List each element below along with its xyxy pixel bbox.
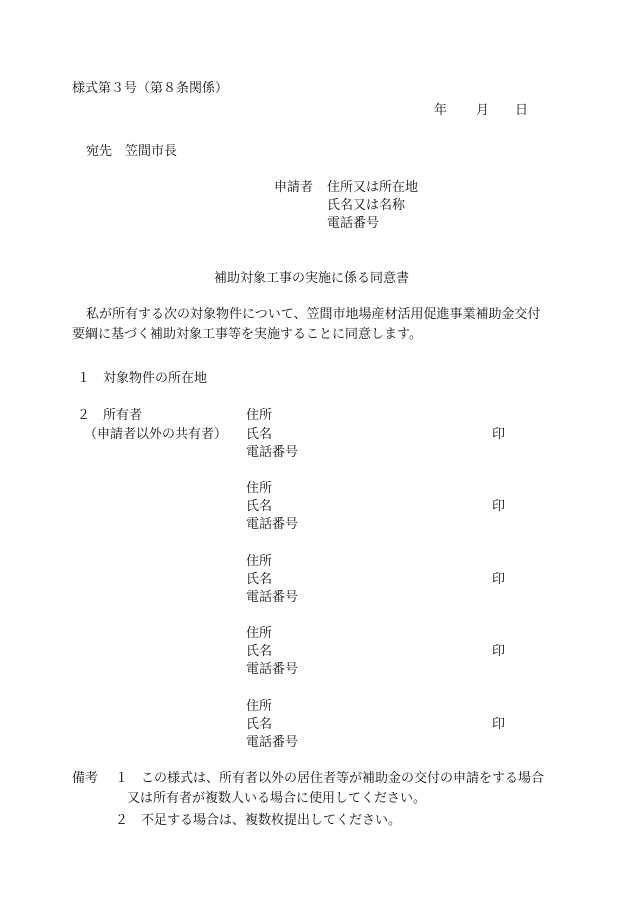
seal-mark: 印 bbox=[492, 644, 506, 659]
body-text-line-2: 要綱に基づく補助対象工事等を実施することに同意します。 bbox=[72, 327, 422, 342]
seal-mark: 印 bbox=[492, 717, 506, 732]
form-number: 様式第３号（第８条関係） bbox=[72, 81, 229, 96]
item-owner-note: （申請者以外の共有者） bbox=[84, 427, 228, 442]
item-property-location: １ 対象物件の所在地 bbox=[77, 371, 208, 386]
owner-address-label: 住所 bbox=[246, 626, 273, 641]
remarks-label: 備考 bbox=[72, 771, 99, 786]
date-day-label: 日 bbox=[515, 103, 529, 118]
applicant-label: 申請者 bbox=[274, 180, 314, 195]
addressee: 宛先 笠間市長 bbox=[86, 144, 178, 159]
owner-name-label: 氏名 bbox=[246, 717, 273, 732]
remark-1-line-2: 又は所有者が複数人いる場合に使用してください。 bbox=[127, 791, 427, 806]
item-owner: ２ 所有者 bbox=[77, 408, 143, 423]
applicant-name-label: 氏名又は名称 bbox=[327, 198, 406, 213]
applicant-phone-label: 電話番号 bbox=[327, 216, 380, 231]
document-title: 補助対象工事の実施に係る同意書 bbox=[214, 271, 410, 286]
owner-address-label: 住所 bbox=[246, 408, 273, 423]
remark-1-number: １ bbox=[115, 771, 129, 786]
applicant-address-label: 住所又は所在地 bbox=[327, 180, 419, 195]
owner-phone-label: 電話番号 bbox=[246, 517, 299, 532]
seal-mark: 印 bbox=[492, 427, 506, 442]
owner-address-label: 住所 bbox=[246, 554, 273, 569]
owner-address-label: 住所 bbox=[246, 481, 273, 496]
owner-name-label: 氏名 bbox=[246, 572, 273, 587]
remark-2-text: 不足する場合は、複数枚提出してください。 bbox=[141, 813, 402, 828]
seal-mark: 印 bbox=[492, 499, 506, 514]
owner-phone-label: 電話番号 bbox=[246, 662, 299, 677]
owner-phone-label: 電話番号 bbox=[246, 735, 299, 750]
date-year-label: 年 bbox=[434, 103, 448, 118]
owner-phone-label: 電話番号 bbox=[246, 590, 299, 605]
remark-1-line-1: この様式は、所有者以外の居住者等が補助金の交付の申請をする場合 bbox=[141, 771, 545, 786]
owner-name-label: 氏名 bbox=[246, 499, 273, 514]
body-text-line-1: 私が所有する次の対象物件について、笠間市地場産材活用促進事業補助金交付 bbox=[86, 307, 541, 322]
seal-mark: 印 bbox=[492, 572, 506, 587]
date-month-label: 月 bbox=[476, 103, 490, 118]
owner-phone-label: 電話番号 bbox=[246, 445, 299, 460]
owner-name-label: 氏名 bbox=[246, 644, 273, 659]
owner-address-label: 住所 bbox=[246, 699, 273, 714]
remark-2-number: ２ bbox=[115, 813, 129, 828]
owner-name-label: 氏名 bbox=[246, 427, 273, 442]
